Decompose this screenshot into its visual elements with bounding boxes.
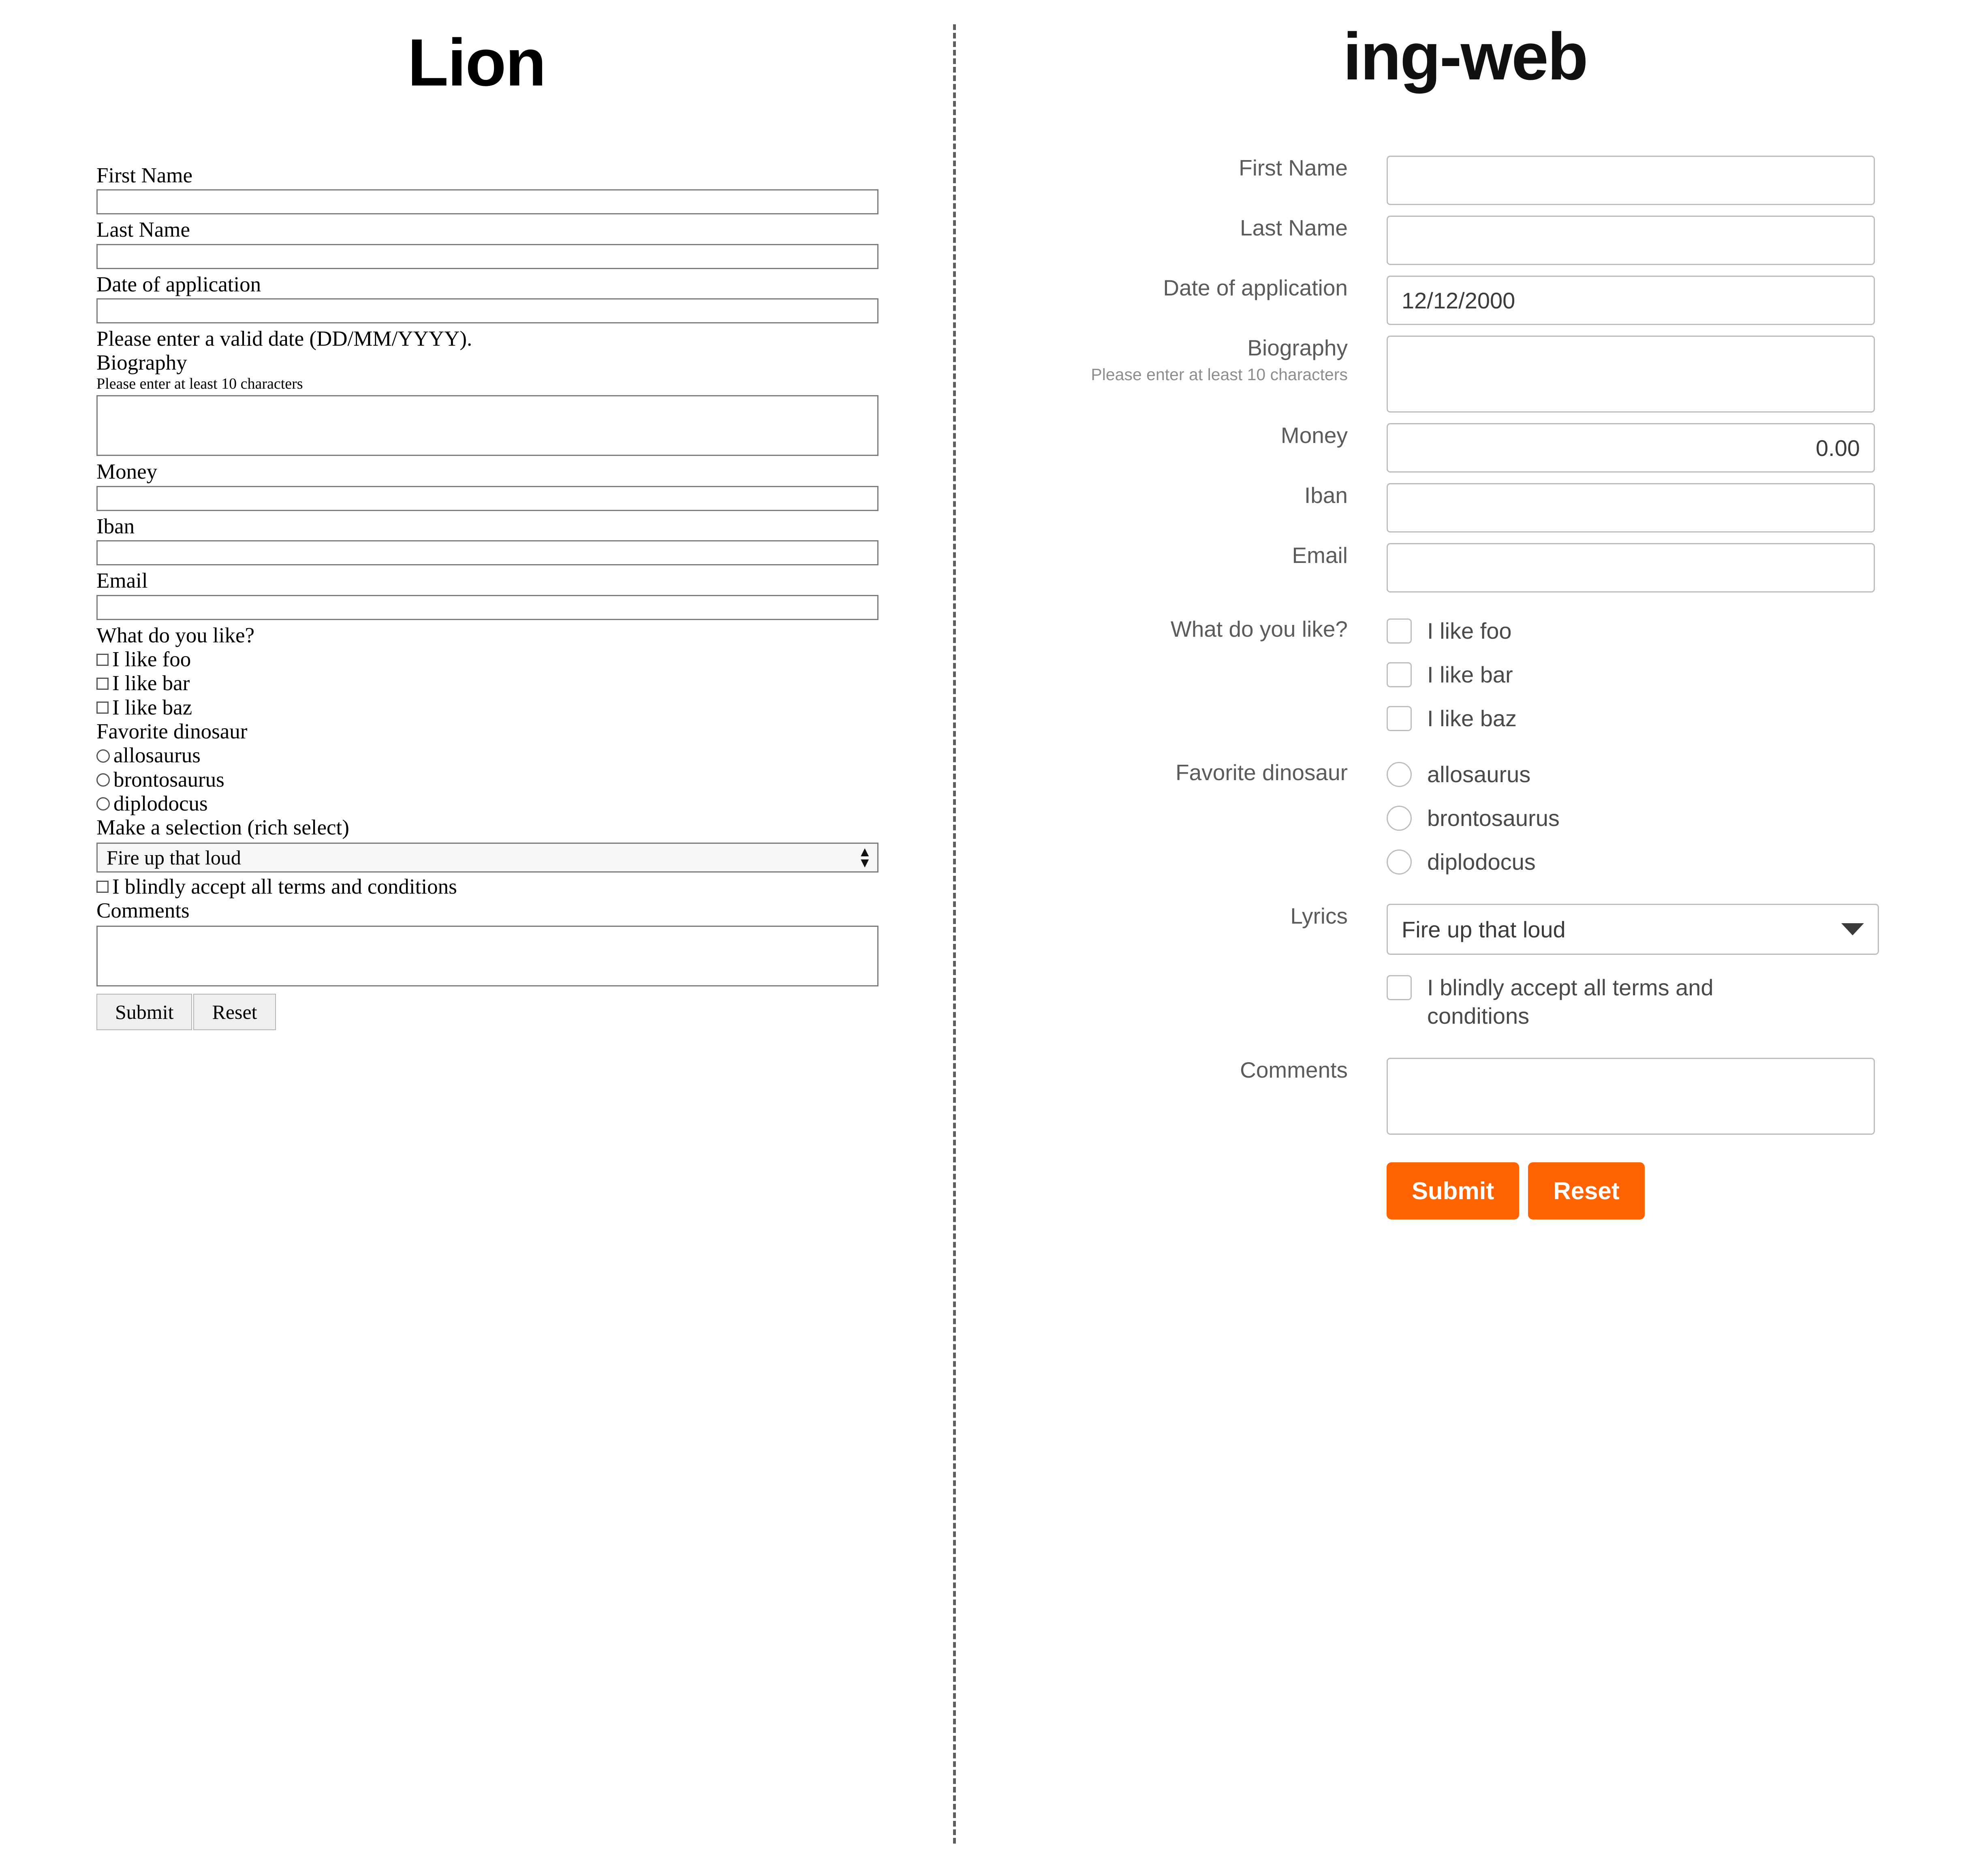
biography-hint: Please enter at least 10 characters [96, 375, 303, 392]
checkbox-icon[interactable] [1387, 662, 1412, 687]
terms-label: I blindly accept all terms and conditions [112, 875, 457, 898]
date-of-application-input[interactable] [96, 298, 878, 323]
lyrics-select-label: Lyrics [1290, 903, 1348, 928]
chevron-down-icon[interactable] [1841, 923, 1864, 935]
right-pane-themed-form [953, 0, 1977, 1876]
iban-input[interactable] [1387, 483, 1875, 533]
submit-button[interactable]: Submit [96, 994, 192, 1030]
comments-field [1387, 1058, 1977, 1135]
radio-allosaurus[interactable] [1387, 760, 1977, 789]
comments-textarea[interactable] [1387, 1058, 1875, 1135]
checkbox-label: I like foo [1427, 618, 1512, 644]
checkbox-i-like-bar[interactable] [1387, 661, 1977, 689]
comments-textarea[interactable] [96, 926, 878, 986]
email-field [1387, 543, 1977, 593]
radio-label: allosaurus [113, 744, 201, 768]
checkbox-label: I like foo [112, 647, 191, 671]
money-input[interactable] [96, 486, 878, 511]
select-spinner-icon[interactable]: ▲ ▼ [858, 844, 872, 871]
plain-form-actions [96, 994, 903, 1030]
row-last-name [953, 216, 1977, 265]
ing-form [953, 156, 1977, 1219]
checkbox-icon[interactable] [96, 678, 109, 690]
rich-select-value: Fire up that loud [107, 846, 241, 869]
last-name-input[interactable] [96, 244, 878, 269]
first-name-input[interactable] [96, 189, 878, 214]
radio-icon[interactable] [1387, 806, 1412, 831]
last-name-label: Last Name [1240, 215, 1348, 240]
email-input[interactable] [1387, 543, 1875, 593]
money-label: Money [1280, 423, 1348, 448]
date-of-application-label: Date of application [1163, 275, 1348, 300]
checkbox-i-like-baz[interactable] [1387, 704, 1977, 733]
lyrics-select-value: Fire up that loud [1402, 916, 1566, 942]
row-first-name [953, 156, 1977, 205]
terms-field [1387, 973, 1977, 1046]
checkbox-icon[interactable] [1387, 975, 1412, 1000]
terms-label: I blindly accept all terms and conditions [1427, 975, 1714, 1029]
first-name-label: First Name [1239, 155, 1348, 180]
checkbox-i-like-baz[interactable] [96, 696, 903, 720]
money-input[interactable] [1387, 423, 1875, 473]
money-field [1387, 423, 1977, 473]
radio-label: diplodocus [113, 792, 208, 816]
checkbox-icon[interactable] [96, 654, 109, 666]
comments-label: Comments [96, 899, 190, 923]
likes-group-label: What do you like? [1170, 616, 1348, 642]
dinosaur-group-label: Favorite dinosaur [96, 720, 248, 743]
checkbox-terms[interactable] [96, 875, 903, 899]
first-name-field [1387, 156, 1977, 205]
checkbox-icon[interactable] [1387, 706, 1412, 731]
money-label: Money [96, 460, 158, 484]
last-name-input[interactable] [1387, 216, 1875, 265]
radio-icon[interactable] [96, 773, 110, 787]
radio-allosaurus[interactable] [96, 744, 903, 768]
iban-label: Iban [1304, 483, 1348, 508]
date-of-application-input[interactable] [1387, 276, 1875, 325]
row-terms [953, 973, 1977, 1046]
reset-button[interactable]: Reset [193, 994, 276, 1030]
radio-diplodocus[interactable] [96, 792, 903, 816]
likes-group-label: What do you like? [96, 623, 255, 647]
rich-select[interactable] [96, 843, 878, 873]
comments-label: Comments [1240, 1057, 1348, 1082]
email-label: Email [1292, 543, 1348, 568]
left-pane-plain-form [0, 0, 953, 1876]
radio-label: brontosaurus [113, 768, 224, 791]
biography-label: Biography [1247, 335, 1348, 360]
row-likes [953, 617, 1977, 748]
radio-label: diplodocus [1427, 849, 1536, 875]
date-validation-message: Please enter a valid date (DD/MM/YYYY). [96, 327, 472, 351]
first-name-input[interactable] [1387, 156, 1875, 205]
lyrics-select-field [1387, 904, 1977, 955]
radio-brontosaurus[interactable] [1387, 804, 1977, 832]
plain-form [96, 164, 903, 1030]
biography-hint: Please enter at least 10 characters [1091, 365, 1348, 384]
email-input[interactable] [96, 595, 878, 620]
row-money [953, 423, 1977, 473]
email-label: Email [96, 569, 148, 593]
row-biography [953, 336, 1977, 413]
rich-select-label: Make a selection (rich select) [96, 816, 349, 840]
row-comments [953, 1058, 1977, 1135]
radio-diplodocus[interactable] [1387, 848, 1977, 876]
last-name-label: Last Name [96, 218, 190, 242]
checkbox-i-like-foo[interactable] [1387, 617, 1977, 645]
radio-icon[interactable] [96, 797, 110, 811]
radio-icon[interactable] [96, 749, 110, 763]
row-email [953, 543, 1977, 593]
biography-field [1387, 336, 1977, 413]
checkbox-label: I like bar [1427, 662, 1513, 687]
checkbox-icon[interactable] [1387, 618, 1412, 644]
date-of-application-label: Date of application [96, 272, 261, 296]
biography-textarea[interactable] [96, 395, 878, 456]
checkbox-i-like-foo[interactable] [96, 648, 903, 672]
biography-label: Biography [96, 351, 187, 375]
iban-input[interactable] [96, 540, 878, 565]
date-of-application-field [1387, 276, 1977, 325]
first-name-label: First Name [96, 164, 192, 187]
row-iban [953, 483, 1977, 533]
ing-form-actions [1387, 1162, 1977, 1219]
checkbox-label: I like bar [112, 672, 190, 695]
radio-label: brontosaurus [1427, 805, 1560, 831]
row-dinosaur [953, 760, 1977, 892]
row-lyrics-select [953, 904, 1977, 955]
lyrics-select[interactable] [1387, 904, 1879, 955]
reset-button[interactable]: Reset [1528, 1162, 1644, 1219]
right-pane-title: ing-web [1343, 19, 1587, 94]
checkbox-icon[interactable] [96, 881, 109, 893]
last-name-field [1387, 216, 1977, 265]
dinosaur-group-label: Favorite dinosaur [1176, 760, 1348, 785]
radio-icon[interactable] [1387, 849, 1412, 875]
biography-textarea[interactable] [1387, 336, 1875, 413]
checkbox-icon[interactable] [96, 702, 109, 714]
radio-brontosaurus[interactable] [96, 768, 903, 792]
radio-label: allosaurus [1427, 762, 1531, 787]
likes-group [1387, 617, 1977, 748]
iban-label: Iban [96, 514, 135, 538]
iban-field [1387, 483, 1977, 533]
left-pane-title: Lion [407, 25, 546, 100]
checkbox-label: I like baz [112, 695, 192, 719]
checkbox-i-like-bar[interactable] [96, 672, 903, 695]
row-date-of-application [953, 276, 1977, 325]
dinosaur-group [1387, 760, 1977, 892]
checkbox-terms[interactable] [1387, 973, 1977, 1030]
radio-icon[interactable] [1387, 762, 1412, 787]
biography-label-block [953, 336, 1387, 384]
submit-button[interactable]: Submit [1387, 1162, 1519, 1219]
checkbox-label: I like baz [1427, 706, 1517, 731]
